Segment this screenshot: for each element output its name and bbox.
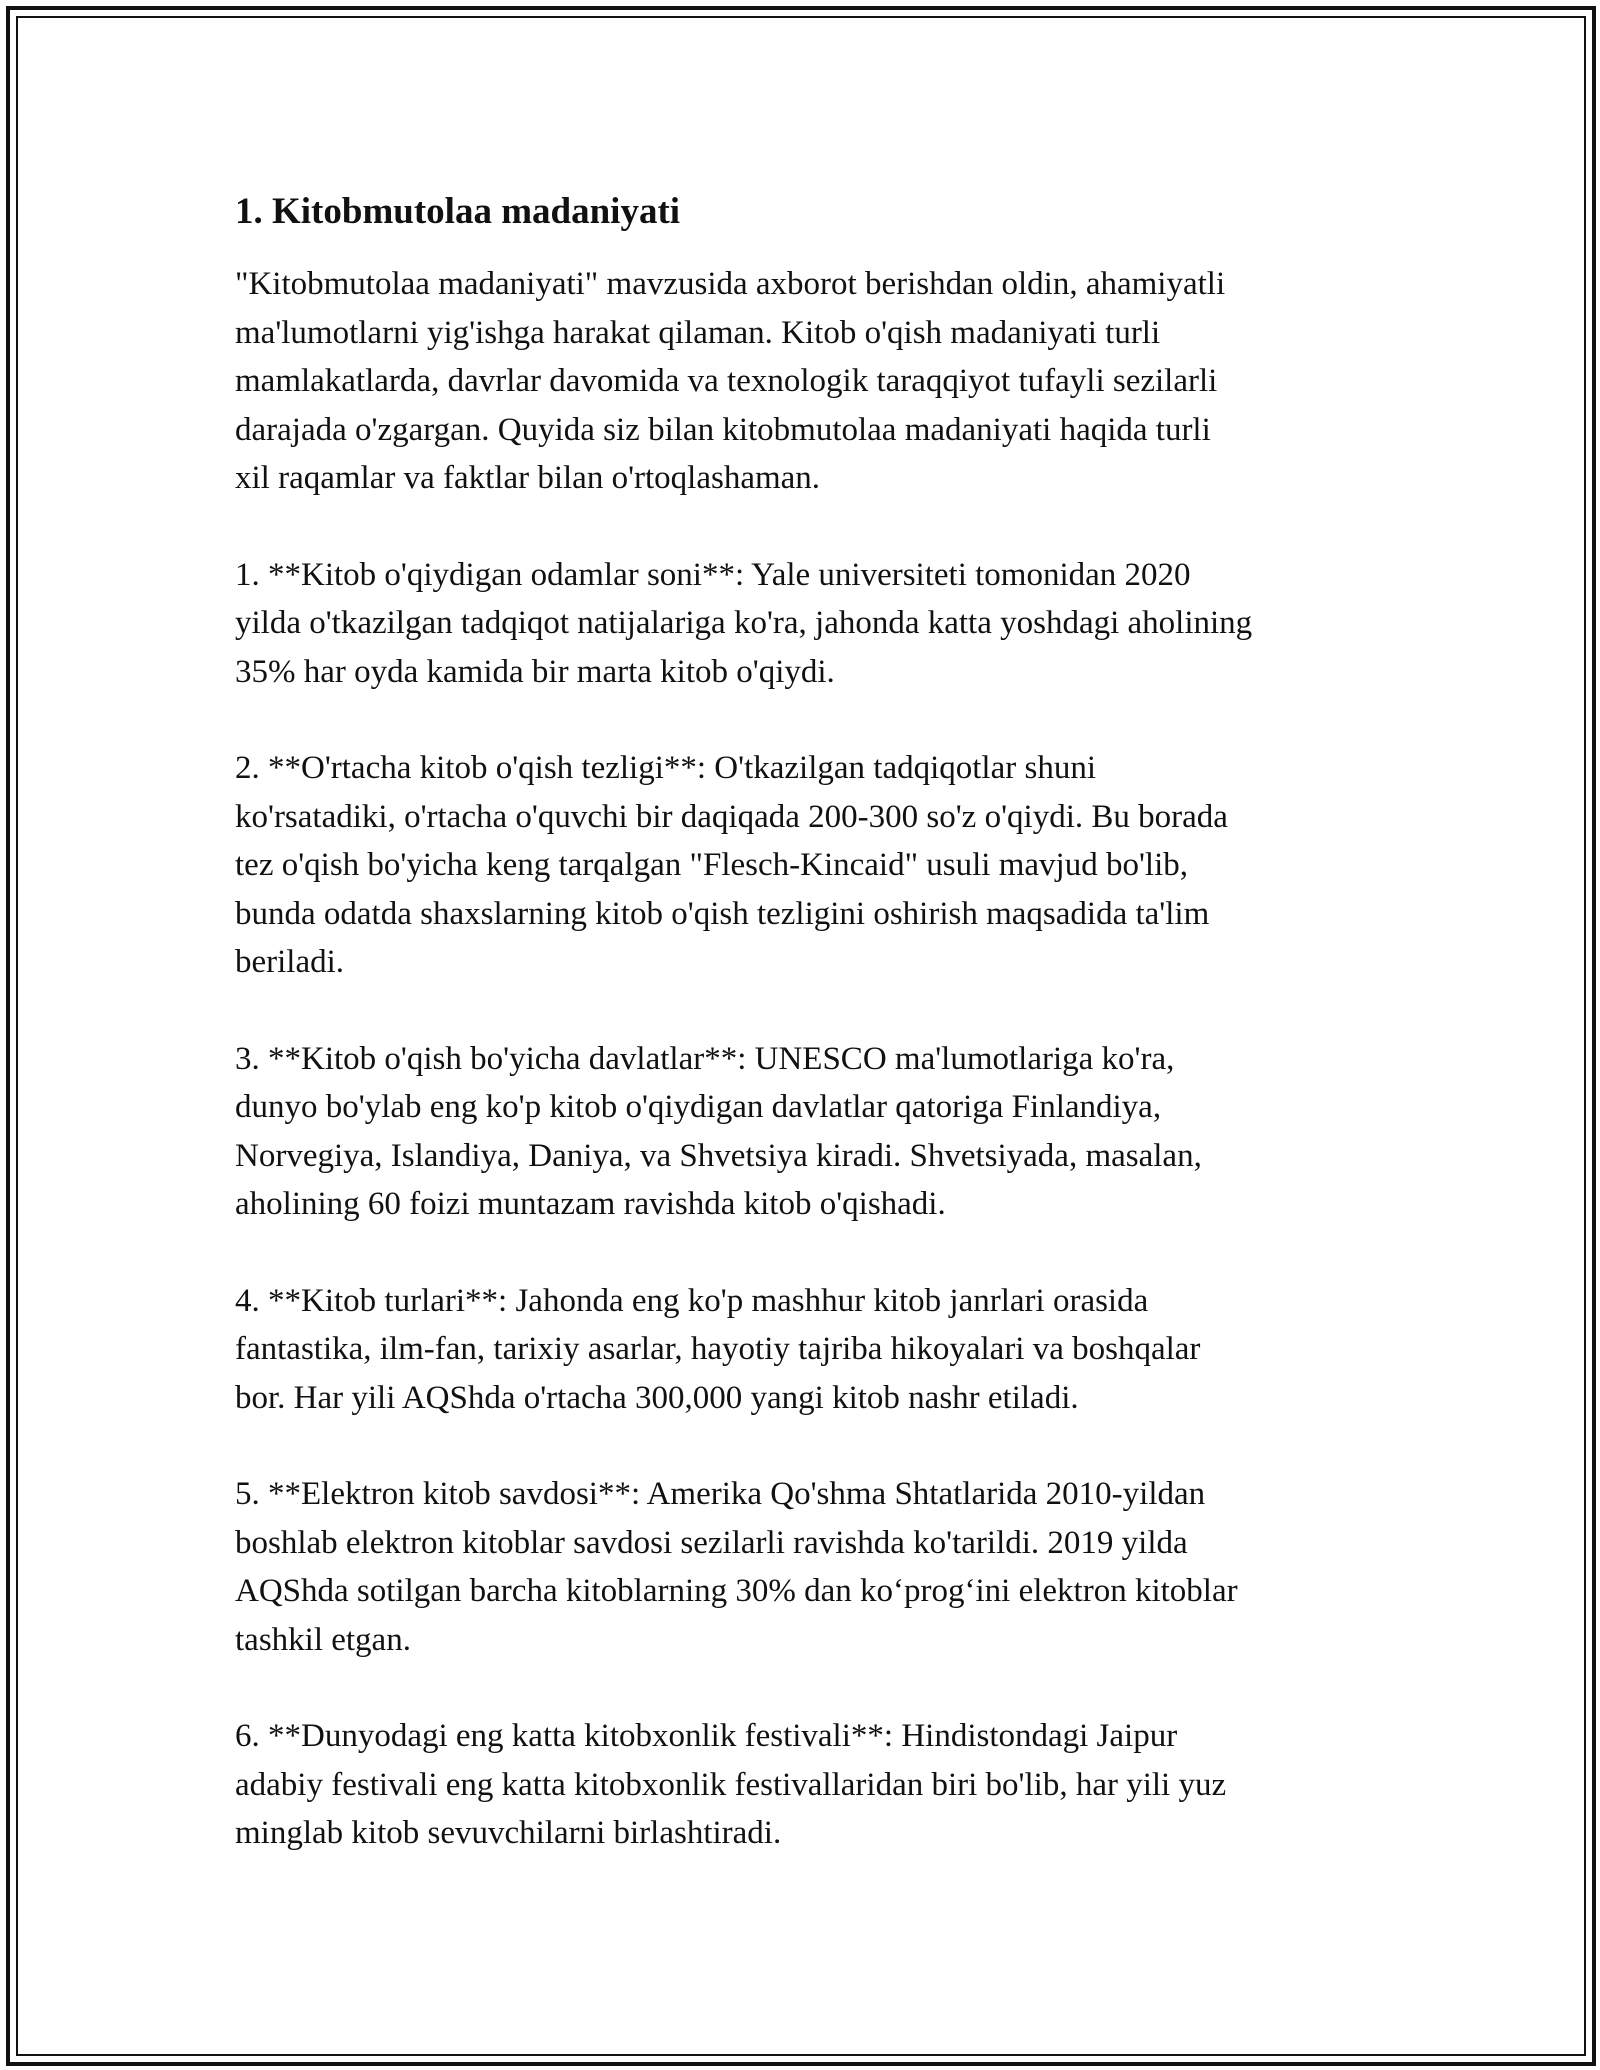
paragraph-line: minglab kitob sevuvchilarni birlashtiradi. xyxy=(235,1815,782,1851)
intro-paragraph xyxy=(235,260,1395,503)
paragraph-line: ko'rsatadiki, o'rtacha o'quvchi bir daqiqada 200-300 so'z o'qiydi. Bu borada xyxy=(235,798,1228,835)
paragraph-line: "Kitobmutolaa madaniyati" mavzusida axborot berishdan oldin, ahamiyatli xyxy=(235,266,1226,302)
paragraph-line: mamlakatlarda, davrlar davomida va texnologik taraqqiyot tufayli sezilarli xyxy=(235,363,1218,399)
paragraph-line: aholining 60 foizi muntazam ravishda kitob o'qishadi. xyxy=(235,1186,946,1222)
paragraph-line: 2. **O'rtacha kitob o'qish tezligi**: O'tkazilgan tadqiqotlar shuni xyxy=(235,750,1096,786)
paragraph-line: 6. **Dunyodagi eng katta kitobxonlik festivali**: Hindistondagi Jaipur xyxy=(235,1718,1178,1754)
paragraph-line: 3. **Kitob o'qish bo'yicha davlatlar**: UNESCO ma'lumotlariga ko'ra, xyxy=(235,1040,1175,1077)
paragraph-line: 35% har oyda kamida bir marta kitob o'qiydi. xyxy=(235,653,835,690)
paragraph-line: dunyo bo'ylab eng ko'p kitob o'qiydigan davlatlar qatoriga Finlandiya, xyxy=(235,1089,1162,1125)
paragraph-line: tashkil etgan. xyxy=(235,1621,411,1658)
paragraph-line: boshlab elektron kitoblar savdosi sezilarli ravishda ko'tarildi. 2019 yilda xyxy=(235,1524,1188,1561)
paragraph-line: bor. Har yili AQShda o'rtacha 300,000 yangi kitob nashr etiladi. xyxy=(235,1379,1079,1416)
paragraph-line: 1. **Kitob o'qiydigan odamlar soni**: Yale universiteti tomonidan 2020 xyxy=(235,556,1191,593)
paragraph-line: xil raqamlar va faktlar bilan o'rtoqlashaman. xyxy=(235,460,821,496)
fact-paragraph-3 xyxy=(235,1035,1395,1229)
paragraph-line: ma'lumotlarni yig'ishga harakat qilaman. Kitob o'qish madaniyati turli xyxy=(235,314,1161,351)
paragraph-line: Norvegiya, Islandiya, Daniya, va Shvetsiya kiradi. Shvetsiyada, masalan, xyxy=(235,1137,1202,1174)
fact-paragraph-4 xyxy=(235,1277,1395,1423)
fact-paragraph-5 xyxy=(235,1470,1395,1664)
fact-paragraph-1 xyxy=(235,551,1395,697)
paragraph-line: adabiy festivali eng katta kitobxonlik festivallaridan biri bo'lib, har yili yuz xyxy=(235,1766,1227,1803)
paragraph-line: fantastika, ilm-fan, tarixiy asarlar, hayotiy tajriba hikoyalari va boshqalar xyxy=(235,1331,1201,1367)
paragraph-line: 4. **Kitob turlari**: Jahonda eng ko'p mashhur kitob janrlari orasida xyxy=(235,1282,1149,1319)
fact-paragraph-2 xyxy=(235,744,1395,987)
paragraph-line: AQShda sotilgan barcha kitoblarning 30% dan ko‘prog‘ini elektron kitoblar xyxy=(235,1573,1238,1609)
paragraph-line: yilda o'tkazilgan tadqiqot natijalariga ko'ra, jahonda katta yoshdagi aholining xyxy=(235,605,1253,641)
document-body xyxy=(235,188,1395,1906)
paragraph-line: tez o'qish bo'yicha keng tarqalgan "Flesch-Kincaid" usuli mavjud bo'lib, xyxy=(235,847,1188,883)
paragraph-line: darajada o'zgargan. Quyida siz bilan kitobmutolaa madaniyati haqida turli xyxy=(235,411,1211,448)
document-title: 1. Kitobmutolaa madaniyati xyxy=(235,191,681,232)
paragraph-line: beriladi. xyxy=(235,944,345,980)
fact-paragraph-6 xyxy=(235,1712,1395,1858)
paragraph-line: 5. **Elektron kitob savdosi**: Amerika Qo'shma Shtatlarida 2010-yildan xyxy=(235,1476,1206,1512)
paragraph-line: bunda odatda shaxslarning kitob o'qish tezligini oshirish maqsadida ta'lim xyxy=(235,895,1210,932)
